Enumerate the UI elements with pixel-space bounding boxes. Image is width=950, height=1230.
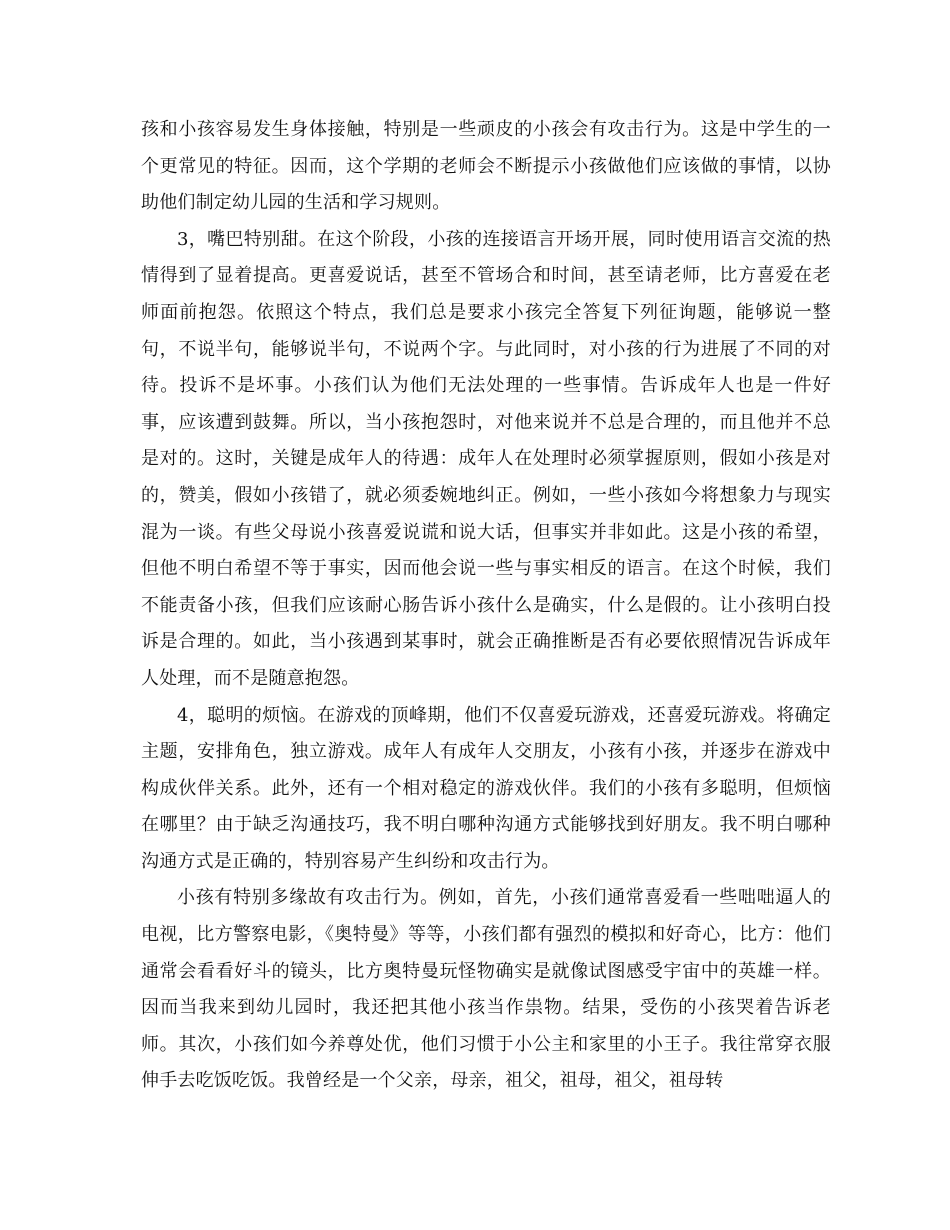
paragraph-2: 3，嘴巴特别甜。在这个阶段，小孩的连接语言开场开展，同时使用语言交流的热情得到了显着提高。更喜爱说话，甚至不管场合和时间，甚至请老师，比方喜爱在老师面前抱怨。依照这个特点，我们总是要求小孩完全答复下列征询题，能够说一整句，不说半句，能够说半句，不说两个字。与此同时，对小孩的行为进展了不同的对待。投诉不是坏事。小孩们认为他们无法处理的一些事情。告诉成年人也是一件好事，应该遭到鼓舞。所以，当小孩抱怨时，对他来说并不总是合理的，而且他并不总是对的。这时，关键是成年人的待遇：成年人在处理时必须掌握原则，假如小孩是对的，赞美，假如小孩错了，就必须委婉地纠正。例如，一些小孩如今将想象力与现实混为一谈。有些父母说小孩喜爱说谎和说大话，但事实并非如此。这是小孩的希望，但他不明白希望不等于事实，因而他会说一些与事实相反的语言。在这个时候，我们不能责备小孩，但我们应该耐心肠告诉小孩什么是确实，什么是假的。让小孩明白投诉是合理的。如此，当小孩遇到某事时，就会正确推断是否有必要依照情况告诉成年人处理，而不是随意抱怨。 <box>141 228 831 689</box>
paragraph-3: 4，聪明的烦恼。在游戏的顶峰期，他们不仅喜爱玩游戏，还喜爱玩游戏。将确定主题，安排角色，独立游戏。成年人有成年人交朋友，小孩有小孩，并逐步在游戏中构成伙伴关系。此外，还有一个相对稳定的游戏伙伴。我们的小孩有多聪明，但烦恼在哪里？由于缺乏沟通技巧，我不明白哪种沟通方式能够找到好朋友。我不明白哪种沟通方式是正确的，特别容易产生纠纷和攻击行为。 <box>141 704 831 872</box>
paragraph-4: 小孩有特别多缘故有攻击行为。例如，首先，小孩们通常喜爱看一些咄咄逼人的电视，比方警察电影，《奥特曼》等等，小孩们都有强烈的模拟和好奇心，比方：他们通常会看看好斗的镜头，比方奥特曼玩怪物确实是就像试图感受宇宙中的英雄一样。因而当我来到幼儿园时，我还把其他小孩当作祟物。结果，受伤的小孩哭着告诉老师。其次，小孩们如今养尊处优，他们习惯于小公主和家里的小王子。我往常穿衣服伸手去吃饭吃饭。我曾经是一个父亲，母亲，祖父，祖母，祖父，祖母转 <box>141 887 831 1092</box>
document-body <box>141 112 831 1100</box>
paragraph-1: 孩和小孩容易发生身体接触，特别是一些顽皮的小孩会有攻击行为。这是中学生的一个更常见的特征。因而，这个学期的老师会不断提示小孩做他们应该做的事情，以协助他们制定幼儿园的生活和学习规则。 <box>141 119 831 214</box>
